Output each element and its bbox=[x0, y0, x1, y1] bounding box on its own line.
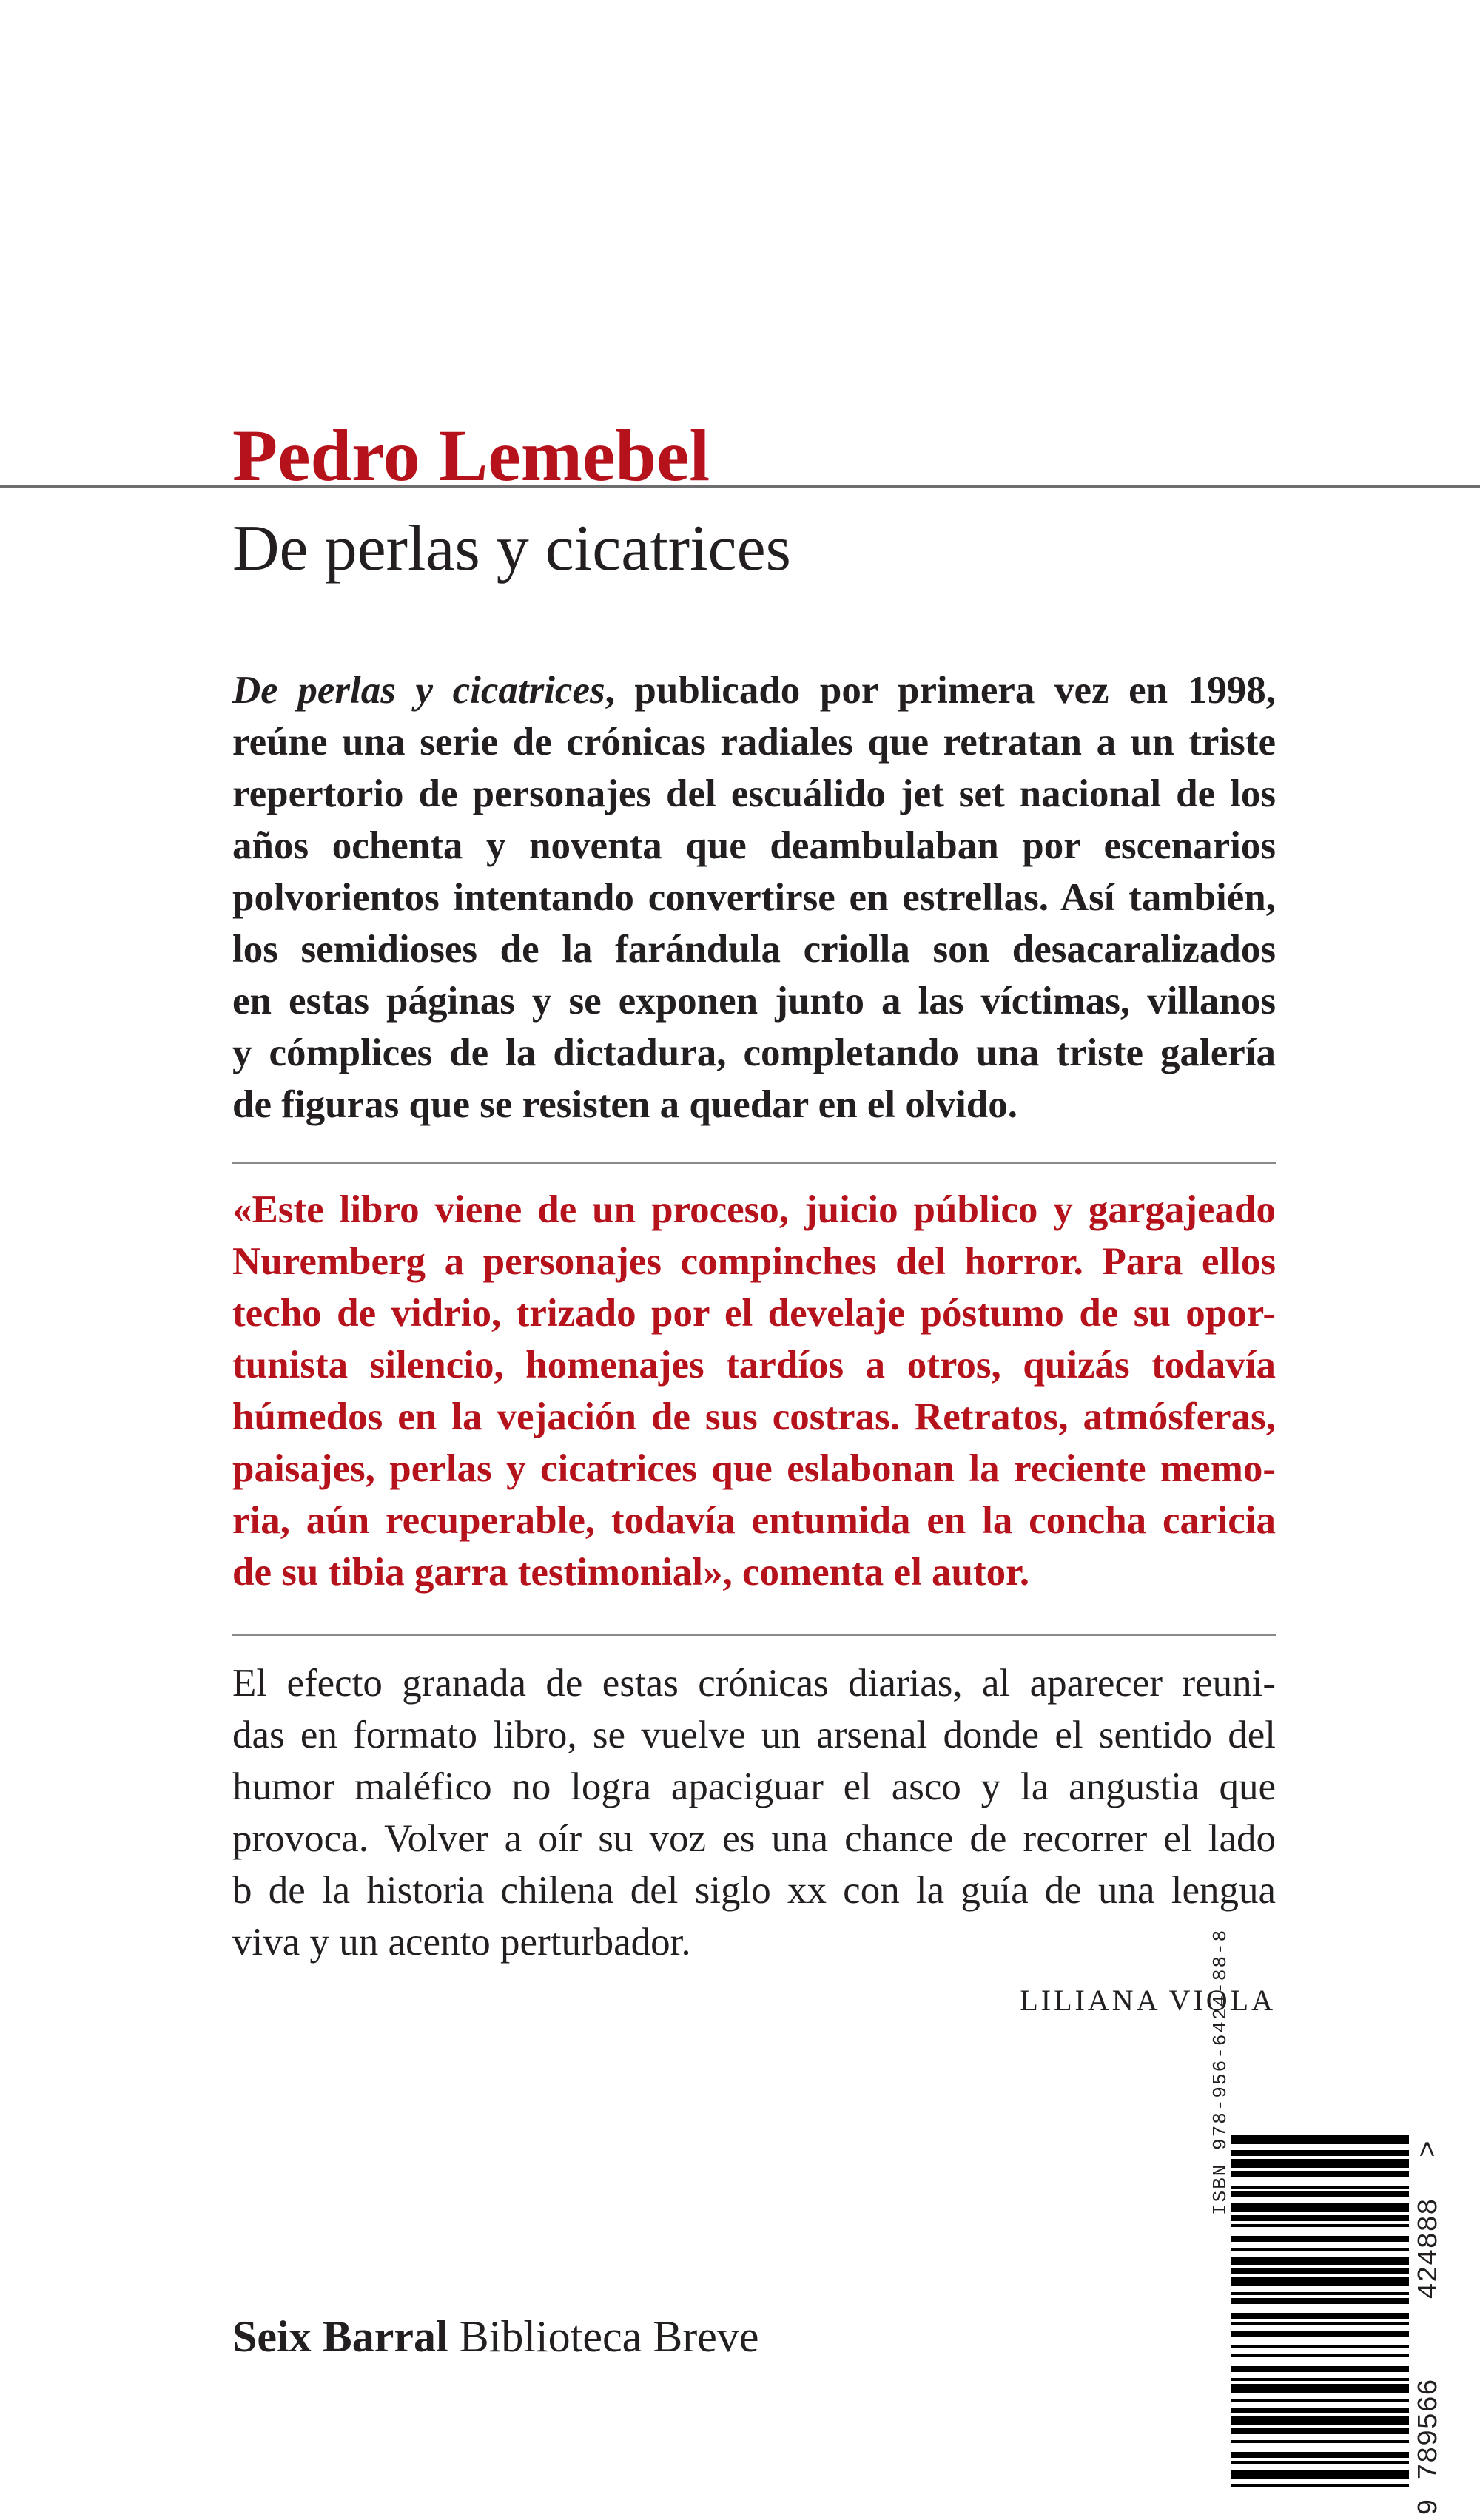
review-line: provoca. Volver a oír su voz es una chance de recorrer el lado bbox=[232, 1817, 1276, 1860]
barcode-bar bbox=[1231, 2248, 1409, 2251]
quote-line: tunista silencio, homenajes tardíos a otros, quizás todavía bbox=[232, 1344, 1276, 1387]
book-title: De perlas y cicatrices bbox=[232, 513, 791, 584]
ean-first-digit: 9 bbox=[1413, 2499, 1445, 2516]
barcode-bar bbox=[1231, 2354, 1409, 2357]
review-line: El efecto granada de estas crónicas diarias, al aparecer reuni- bbox=[232, 1662, 1276, 1705]
synopsis-line: y cómplices de la dictadura, completando una triste galería bbox=[232, 1031, 1276, 1074]
review-signature: LILIANA VIOLA bbox=[1020, 1984, 1276, 2017]
barcode-bar bbox=[1231, 2159, 1409, 2168]
barcode-bar bbox=[1231, 2224, 1409, 2227]
quote-line: paisajes, perlas y cicatrices que eslabonan la reciente memo- bbox=[232, 1447, 1276, 1490]
synopsis-line: de figuras que se resisten a quedar en el olvido. bbox=[232, 1083, 1018, 1126]
synopsis-line: los semidioses de la farándula criolla son desacaralizados bbox=[232, 928, 1276, 971]
publisher-name: Seix Barral bbox=[232, 2312, 448, 2361]
divider-rule bbox=[232, 1162, 1276, 1164]
quote-line: Nuremberg a personajes compinches del horror. Para ellos bbox=[232, 1240, 1276, 1283]
synopsis-line: repertorio de personajes del escuálido jet set nacional de los bbox=[232, 772, 1276, 815]
imprint bbox=[232, 2314, 758, 2359]
quote-line: húmedos en la vejación de sus costras. Retratos, atmósferas, bbox=[232, 1395, 1276, 1438]
barcode-bar bbox=[1231, 2135, 1409, 2144]
synopsis-italic-title: De perlas y cicatrices bbox=[232, 669, 605, 712]
barcode-bar bbox=[1231, 2470, 1409, 2479]
barcode-bar bbox=[1231, 2366, 1409, 2372]
barcode-bar bbox=[1231, 2452, 1409, 2458]
barcode-bar bbox=[1231, 2171, 1409, 2177]
synopsis-line: en estas páginas y se exponen junto a las víctimas, villanos bbox=[232, 980, 1276, 1023]
review bbox=[232, 1657, 1276, 1968]
barcode-bar bbox=[1231, 2408, 1409, 2413]
barcode-bar bbox=[1231, 2461, 1409, 2464]
barcode-bar bbox=[1231, 2257, 1409, 2265]
synopsis-line-1: De perlas y cicatrices, publicado por primera vez en 1998, bbox=[232, 669, 1276, 712]
divider-rule bbox=[232, 1634, 1276, 1636]
author-quote bbox=[232, 1184, 1276, 1598]
barcode-bar bbox=[1231, 2203, 1409, 2212]
barcode-bar bbox=[1231, 2322, 1409, 2325]
synopsis-line: años ochenta y noventa que deambulaban por escenarios bbox=[232, 824, 1276, 867]
barcode-bar bbox=[1231, 2399, 1409, 2402]
barcode-bar bbox=[1231, 2298, 1409, 2304]
barcode-bar bbox=[1231, 2150, 1409, 2156]
ean-end-mark: > bbox=[1413, 2140, 1445, 2157]
review-line: viva y un acento perturbador. bbox=[232, 1921, 691, 1964]
barcode-bar bbox=[1231, 2191, 1409, 2197]
barcode-bar bbox=[1231, 2331, 1409, 2337]
author-name: Pedro Lemebel bbox=[232, 414, 710, 496]
barcode-bar bbox=[1231, 2186, 1409, 2189]
collection-name: Biblioteca Breve bbox=[459, 2312, 759, 2361]
barcode-bar bbox=[1231, 2378, 1409, 2381]
barcode-bar bbox=[1231, 2428, 1409, 2434]
synopsis-line: reúne una serie de crónicas radiales que retratan a un triste bbox=[232, 721, 1276, 764]
ean-group-1: 789566 bbox=[1413, 2379, 1445, 2480]
barcode-bar bbox=[1231, 2313, 1409, 2319]
barcode-bar bbox=[1231, 2440, 1409, 2443]
review-line: b de la historia chilena del siglo xx con la guía de una lengua bbox=[232, 1869, 1276, 1912]
quote-line: ria, aún recuperable, todavía entumida en la concha caricia bbox=[232, 1499, 1276, 1542]
isbn-label: ISBN 978-956-6424-88-8 bbox=[1209, 1928, 1231, 2215]
barcode-bar bbox=[1231, 2215, 1409, 2221]
barcode-bar bbox=[1231, 2345, 1409, 2348]
ean-group-2: 424888 bbox=[1413, 2198, 1445, 2300]
quote-line: de su tibia garra testimonial», comenta el autor. bbox=[232, 1551, 1030, 1594]
barcode-bar bbox=[1231, 2292, 1409, 2295]
header-rule bbox=[0, 485, 1480, 488]
barcode bbox=[1231, 2135, 1424, 2520]
quote-line: «Este libro viene de un proceso, juicio público y gargajeado bbox=[232, 1188, 1276, 1231]
barcode-bar bbox=[1231, 2236, 1409, 2242]
barcode-bar bbox=[1231, 2484, 1409, 2487]
synopsis bbox=[232, 664, 1276, 1131]
barcode-bar bbox=[1231, 2384, 1409, 2393]
barcode-bar bbox=[1231, 2277, 1409, 2286]
synopsis-line: polvorientos intentando convertirse en estrellas. Así también, bbox=[232, 876, 1276, 919]
review-line: das en formato libro, se vuelve un arsenal donde el sentido del bbox=[232, 1714, 1276, 1756]
quote-line: techo de vidrio, trizado por el develaje póstumo de su opor- bbox=[232, 1292, 1276, 1335]
review-line: humor maléfico no logra apaciguar el asco y la angustia que bbox=[232, 1765, 1276, 1808]
barcode-bar bbox=[1231, 2416, 1409, 2425]
barcode-bar bbox=[1231, 2268, 1409, 2274]
